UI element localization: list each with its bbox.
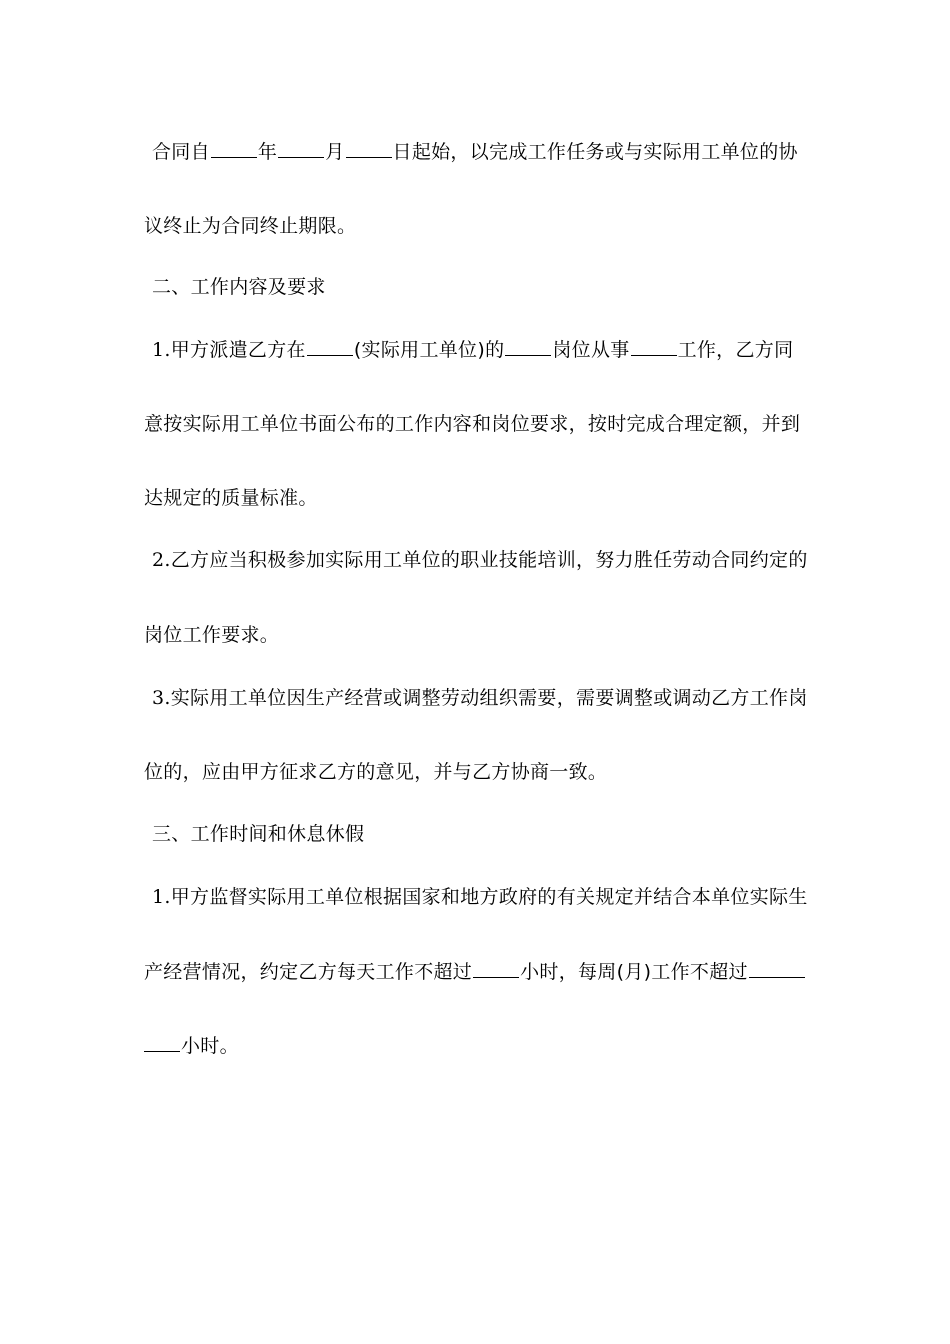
clause-2-1 xyxy=(152,333,822,367)
text-segment: 甲方监督实际用工单位根据国家和地方政府的有关规定并结合本单位实际生 xyxy=(170,886,808,908)
fill-blank-day[interactable] xyxy=(346,156,392,158)
fill-blank-work[interactable] xyxy=(631,354,677,356)
clause-2-2-end xyxy=(144,618,814,652)
fill-blank-post[interactable] xyxy=(505,354,551,356)
text-segment: 年 xyxy=(257,141,278,163)
text-segment: 工作，乙方同 xyxy=(677,339,794,361)
text-segment: 月 xyxy=(325,141,345,163)
clause-number: 2. xyxy=(152,549,171,571)
text-segment: 意按实际用工单位书面公布的工作内容和岗位要求，按时完成合理定额，并到 xyxy=(144,413,801,435)
clause-3-1 xyxy=(152,880,822,914)
clause-2-3-end xyxy=(144,755,814,789)
fill-blank-weekly-hours-cont[interactable] xyxy=(144,1050,180,1052)
section-title: 二、工作内容及要求 xyxy=(152,276,326,298)
clause-2-1-cont xyxy=(144,407,814,441)
fill-blank-year[interactable] xyxy=(211,156,257,158)
text-segment: 小时，每周(月)工作不超过 xyxy=(520,961,748,983)
fill-blank-unit[interactable] xyxy=(307,354,353,356)
clause-2-1-end xyxy=(144,481,814,515)
text-segment: 位的，应由甲方征求乙方的意见，并与乙方协商一致。 xyxy=(144,761,608,783)
clause-3-1-cont xyxy=(144,955,814,989)
text-segment: 日起始，以完成工作任务或与实际用工单位的协 xyxy=(392,141,798,163)
paragraph-term-end xyxy=(144,209,814,243)
text-segment: 乙方应当积极参加实际用工单位的职业技能培训，努力胜任劳动合同约定的 xyxy=(170,549,808,571)
text-segment: 岗位从事 xyxy=(552,339,630,361)
section-title: 三、工作时间和休息休假 xyxy=(152,823,365,845)
clause-2-3 xyxy=(152,681,822,715)
text-segment: 议终止为合同终止期限。 xyxy=(144,215,357,237)
clause-3-1-end xyxy=(144,1029,814,1063)
text-segment: 岗位工作要求。 xyxy=(144,624,280,646)
text-segment: 甲方派遣乙方在 xyxy=(170,339,306,361)
clause-number: 1. xyxy=(152,886,171,908)
text-segment: 小时。 xyxy=(181,1035,239,1057)
section-heading-work-content xyxy=(152,270,822,304)
fill-blank-weekly-hours[interactable] xyxy=(749,976,805,978)
clause-number: 3. xyxy=(152,687,171,709)
text-segment: 产经营情况，约定乙方每天工作不超过 xyxy=(144,961,473,983)
section-heading-working-hours xyxy=(152,817,822,851)
text-segment: (实际用工单位)的 xyxy=(353,339,505,361)
text-segment: 达规定的质量标准。 xyxy=(144,487,318,509)
clause-2-2 xyxy=(152,543,822,577)
fill-blank-daily-hours[interactable] xyxy=(473,976,519,978)
paragraph-term-start xyxy=(152,135,822,169)
clause-number: 1. xyxy=(152,339,171,361)
fill-blank-month[interactable] xyxy=(278,156,324,158)
text-segment: 合同自 xyxy=(152,141,210,163)
text-segment: 实际用工单位因生产经营或调整劳动组织需要，需要调整或调动乙方工作岗 xyxy=(170,687,808,709)
